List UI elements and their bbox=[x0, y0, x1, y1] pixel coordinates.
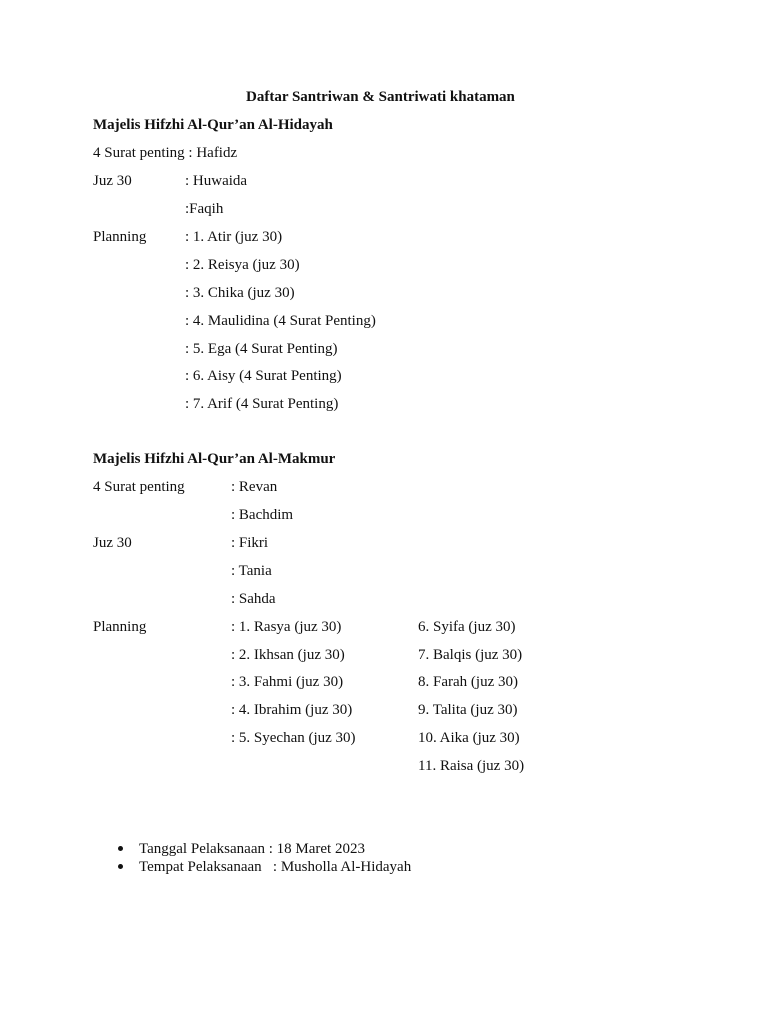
info-date: Tanggal Pelaksanaan : 18 Maret 2023 bbox=[139, 841, 365, 857]
section1-heading: Majelis Hifzhi Al-Qur’an Al-Hidayah bbox=[93, 117, 333, 133]
section2-planning-right-item: 8. Farah (juz 30) bbox=[418, 674, 518, 690]
section2-planning-right-item: 10. Aika (juz 30) bbox=[418, 730, 520, 746]
section2-planning-left-item: : 2. Ikhsan (juz 30) bbox=[231, 647, 345, 663]
section1-planning-item: : 6. Aisy (4 Surat Penting) bbox=[185, 368, 342, 384]
info-place: Tempat Pelaksanaan : Musholla Al-Hidayah bbox=[139, 859, 412, 875]
document-title: Daftar Santriwan & Santriwati khataman bbox=[246, 89, 515, 105]
section2-surat-name: : Bachdim bbox=[231, 507, 294, 523]
section1-planning-item: : 1. Atir (juz 30) bbox=[185, 229, 283, 245]
section1-planning-item: : 4. Maulidina (4 Surat Penting) bbox=[185, 313, 376, 329]
section2-planning-left-item: : 3. Fahmi (juz 30) bbox=[231, 674, 344, 690]
section1-planning-label: Planning bbox=[93, 229, 147, 245]
section2-heading: Majelis Hifzhi Al-Qur’an Al-Makmur bbox=[93, 451, 336, 467]
section2-juz-name: : Tania bbox=[231, 563, 272, 579]
section1-juz-name: : Huwaida bbox=[185, 173, 248, 189]
section2-juz-name: : Fikri bbox=[231, 535, 269, 551]
section1-surat-line: 4 Surat penting : Hafidz bbox=[93, 145, 238, 161]
section2-planning-right-item: 7. Balqis (juz 30) bbox=[418, 647, 523, 663]
section2-juz-name: : Sahda bbox=[231, 591, 276, 607]
section1-planning-item: : 3. Chika (juz 30) bbox=[185, 285, 295, 301]
section1-planning-item: : 5. Ega (4 Surat Penting) bbox=[185, 341, 338, 357]
section1-planning-item: : 7. Arif (4 Surat Penting) bbox=[185, 396, 339, 412]
section2-planning-right-item: 9. Talita (juz 30) bbox=[418, 702, 518, 718]
section2-juz-label: Juz 30 bbox=[93, 535, 132, 551]
section1-juz-label: Juz 30 bbox=[93, 173, 132, 189]
section1-planning-item: : 2. Reisya (juz 30) bbox=[185, 257, 300, 273]
section2-surat-label: 4 Surat penting bbox=[93, 479, 185, 495]
bullet-icon bbox=[118, 846, 123, 851]
bullet-icon bbox=[118, 864, 123, 869]
section2-surat-name: : Revan bbox=[231, 479, 278, 495]
section2-planning-left-item: : 5. Syechan (juz 30) bbox=[231, 730, 356, 746]
section2-planning-right-item: 6. Syifa (juz 30) bbox=[418, 619, 516, 635]
section2-planning-right-item: 11. Raisa (juz 30) bbox=[418, 758, 525, 774]
section2-planning-left-item: : 1. Rasya (juz 30) bbox=[231, 619, 342, 635]
section2-planning-label: Planning bbox=[93, 619, 147, 635]
section1-juz-name: :Faqih bbox=[185, 201, 224, 217]
section2-planning-left-item: : 4. Ibrahim (juz 30) bbox=[231, 702, 353, 718]
